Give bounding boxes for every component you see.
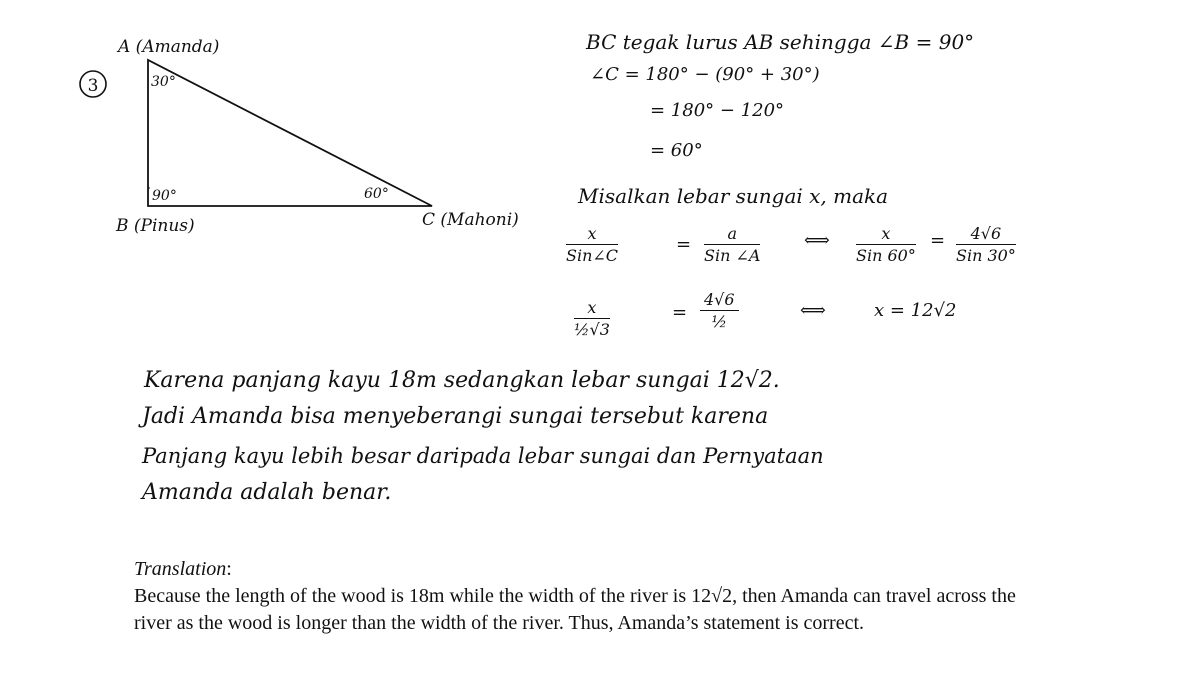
eq2-op-1: = — [672, 302, 688, 323]
eq1-arrow: ⟺ — [804, 230, 830, 251]
vertex-a-label: A (Amanda) — [118, 37, 220, 57]
eq1-f3-num: x — [856, 224, 916, 245]
eq2-f1-den: ½√3 — [574, 320, 610, 339]
problem-number: 3 — [87, 76, 99, 96]
work-line-2: ∠C = 180° − (90° + 30°) — [590, 64, 820, 85]
eq2-arrow: ⟺ — [800, 300, 826, 321]
eq1-f1-den: Sin∠C — [566, 246, 619, 265]
translation-colon: : — [226, 558, 232, 580]
triangle-abc — [148, 60, 432, 206]
vertex-b-label: B (Pinus) — [116, 216, 195, 236]
eq2-f2-den: ½ — [711, 312, 728, 331]
translation-text: Because the length of the wood is 18m while the width of the river is 12√2, then Amanda can travel across the river as the wood is longer than the width of the river. Thus, Amanda’s statement is correct. — [134, 585, 1016, 634]
eq1-fraction-1 — [566, 224, 618, 265]
eq1-f4-den: Sin 30° — [956, 246, 1016, 265]
eq1-f1-num: x — [566, 224, 618, 245]
eq1-op-1: = — [676, 234, 692, 255]
eq1-f3-den: Sin 60° — [856, 246, 916, 265]
conclusion-line-4: Amanda adalah benar. — [142, 480, 392, 505]
eq1-f2-den: Sin ∠A — [704, 246, 761, 265]
conclusion-line-1: Karena panjang kayu 18m sedangkan lebar sungai 12√2. — [144, 368, 780, 393]
work-line-3: = 180° − 120° — [650, 100, 785, 121]
work-line-5: Misalkan lebar sungai x, maka — [578, 184, 889, 208]
angle-c-label: 60° — [364, 186, 389, 202]
eq1-op-2: = — [930, 230, 946, 251]
angle-a-label: 30° — [151, 74, 176, 90]
eq1-f2-num: a — [704, 224, 760, 245]
translation-heading — [134, 556, 1054, 583]
translation-block — [134, 556, 1054, 637]
work-line-4: = 60° — [650, 140, 703, 161]
eq1-fraction-2 — [704, 224, 760, 265]
eq2-result: x = 12√2 — [874, 300, 957, 321]
vertex-c-label: C (Mahoni) — [422, 210, 519, 230]
eq2-f2-num: 4√6 — [700, 290, 739, 311]
conclusion-line-3: Panjang kayu lebih besar daripada lebar sungai dan Pernyataan — [142, 444, 824, 468]
eq1-f4-num: 4√6 — [956, 224, 1016, 245]
eq2-fraction-1 — [574, 298, 610, 339]
eq2-fraction-2 — [700, 290, 739, 331]
angle-b-label: 90° — [152, 188, 177, 204]
eq1-fraction-4 — [956, 224, 1016, 265]
work-line-1: BC tegak lurus AB sehingga ∠B = 90° — [586, 30, 975, 54]
conclusion-line-2: Jadi Amanda bisa menyeberangi sungai tersebut karena — [142, 404, 769, 429]
translation-title: Translation — [134, 558, 227, 580]
eq2-f1-num: x — [574, 298, 610, 319]
eq1-fraction-3 — [856, 224, 916, 265]
